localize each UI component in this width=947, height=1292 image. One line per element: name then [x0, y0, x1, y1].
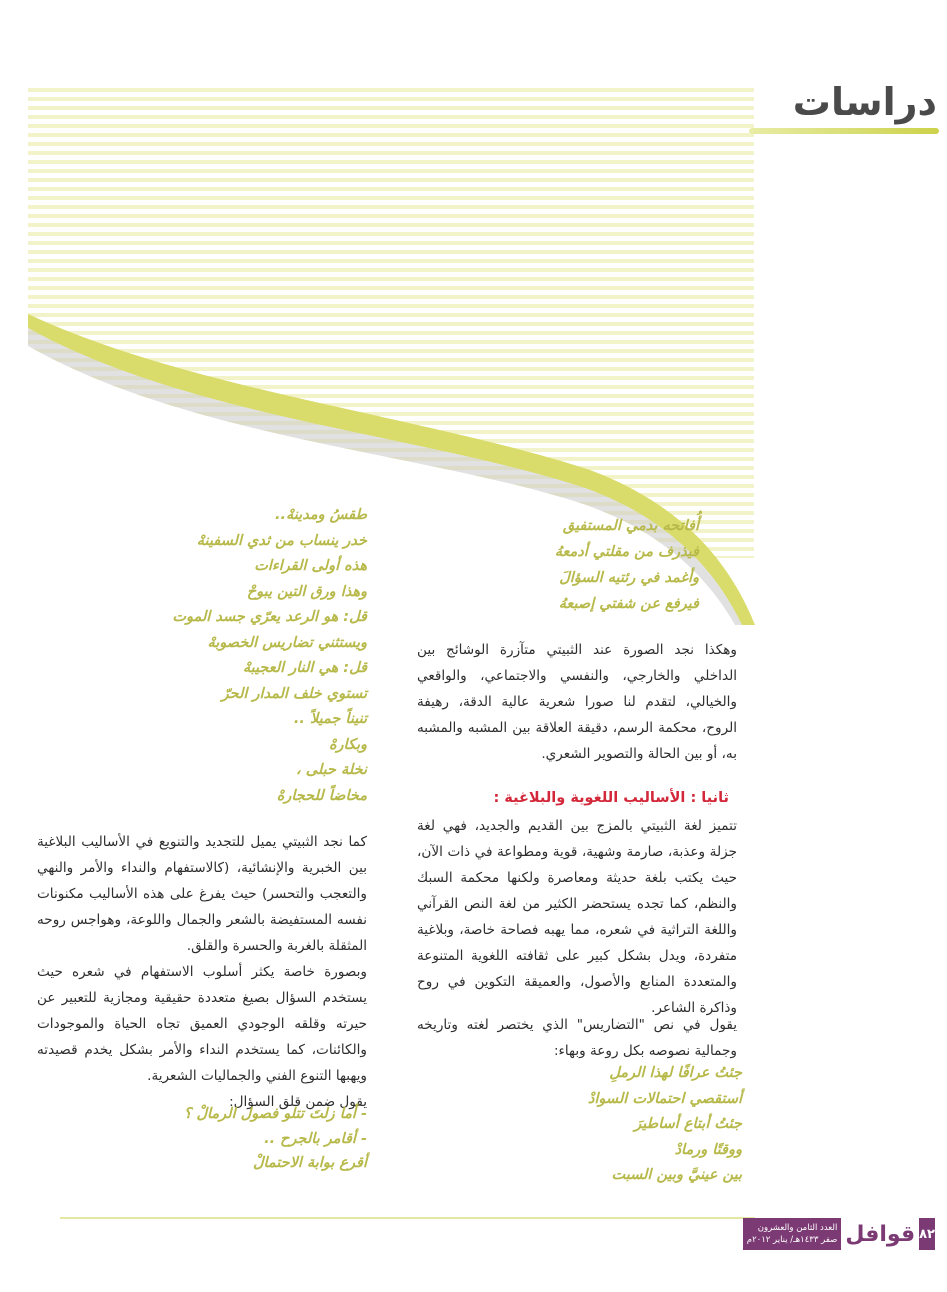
poem-line: - أقامر بالجرح .. — [264, 1130, 367, 1147]
article-column-right-quote-intro — [417, 1012, 737, 1064]
magazine-logo: قوافل — [845, 1221, 916, 1247]
body-paragraph: وبصورة خاصة يكثر أسلوب الاستفهام في شعره حيث يستخدم السؤال بصيغ متعددة حقيقية ومجازية للتعبير عن حيرته وقلقه الوجودي العميق تجاه الحياة والموجودات والكائنات، كما يستخدم النداء والأمر بشكل يخدم قصيدته ويهبها التنوع الفني والجماليات الشعرية. — [37, 964, 367, 1084]
poem-line: جئتُ عرافًا لهذا الرملِ — [609, 1065, 742, 1081]
poem-excerpt-a — [555, 513, 699, 617]
poem-line: تستوي خلف المدار الحرّ — [221, 685, 367, 702]
issue-date: صفر ١٤٣٣هـ/ يناير ٢٠١٢م — [746, 1235, 838, 1245]
poem-line: وأغمد في رئتيه السؤالَ — [559, 570, 699, 586]
body-paragraph: يقول ضمن قلق السؤال: — [229, 1094, 367, 1110]
footer-rule — [60, 1217, 755, 1219]
poem-line: أُفاتحه بدمي المستفيق — [562, 518, 699, 534]
body-paragraph: يقول في نص "التضاريس" الذي يختصر لغته وتاريخه وجمالية نصوصه بكل روعة وبهاء: — [417, 1017, 737, 1059]
poem-excerpt-b — [172, 503, 367, 809]
article-column-right-intro — [417, 637, 737, 767]
poem-excerpt-c — [588, 1061, 742, 1189]
body-paragraph: كما نجد الثبيتي يميل للتجديد والتنويع في الأساليب البلاغية بين الخبرية والإنشائية، (كالاستفهام والنداء والأمر والنهي والتعجب والتحسر) حيث يفرغ على هذه الأساليب مكنونات نفسه المستفيضة بالشعر والجمال واللوعة، وهواجس روحه المثقلة بالغربة والحسرة والقلق. — [37, 834, 367, 954]
section-title-underline — [749, 128, 939, 134]
poem-line: قل: هي النار العجيبهْ — [242, 660, 367, 676]
poem-line: مخاضاً للحجارهْ — [276, 787, 367, 804]
poem-line: نخلة حبلى ، — [296, 762, 367, 778]
article-column-right-body — [417, 813, 737, 1021]
poem-line: فيذرف من مقلتي أدمعهُ — [554, 544, 699, 560]
body-paragraph: وهكذا نجد الصورة عند الثبيتي متآزرة الوشائج بين الداخلي والخارجي، والنفسي والاجتماعي، والواقعي والخيالي، لتقدم لنا صورا شعرية عالية الدقة، رهيفة الروح، محكمة الرسم، دقيقة العلاقة بين المشبه والمشبه به، أو بين الحالة والتصوير الشعري. — [417, 642, 737, 762]
poem-line: بين عينيَّ وبين السبت — [611, 1167, 742, 1183]
poem-line: وبكارهْ — [328, 736, 367, 753]
issue-info — [743, 1218, 842, 1250]
page-number: ٨٢ — [919, 1218, 935, 1250]
poem-line: جئتُ أبتاع أساطيرَ — [634, 1116, 742, 1132]
poem-line: وهذا ورق التين يبوحْ — [246, 583, 367, 600]
subsection-heading: ثانيا : الأساليب اللغوية والبلاغية : — [493, 790, 729, 806]
poem-line: ووقتًا ورمادْ — [674, 1141, 742, 1158]
poem-line: خدر ينساب من ثدي السفينهْ — [196, 532, 367, 549]
section-title: دراسات — [792, 80, 937, 124]
article-column-left — [37, 829, 367, 1115]
poem-line: تنيناً جميلاً .. — [293, 711, 367, 727]
poem-line: - أما زلتَ تتلو فصول الرمالْ ؟ — [183, 1106, 367, 1122]
poem-line: ويستثني تضاريس الخصوبهْ — [207, 634, 367, 651]
poem-line: أقرع بوابة الاحتمالْ — [252, 1155, 367, 1171]
poem-line: قل: هو الرعد يعرّي جسد الموت — [172, 609, 367, 625]
poem-line: هذه أولى القراءات — [254, 558, 367, 574]
body-paragraph: تتميز لغة الثبيتي بالمزج بين القديم والجديد، فهي لغة جزلة وعذبة، صارمة وشهية، قوية ومطواعة في ذات الآن، حيث يكتب بلغة حديثة ومعاصرة ولكنها محكمة السبك والنظم، كما تجده يستحضر الكثير من لغة النص القرآني واللغة التراثية في شعره، مما يهبه فصاحة خاصة، وبلاغية متفردة، ويدل بشكل كبير على ثقافته اللغوية المتنوعة والمتعددة المنابع والأصول، والعميقة التكوين في روح وذاكرة الشاعر. — [417, 818, 737, 1016]
poem-excerpt-d — [184, 1102, 367, 1176]
poem-line: فيرفع عن شفتي إصبعهُ — [558, 596, 699, 612]
poem-line: طقسُ ومدينهْ.. — [275, 507, 367, 523]
issue-number: العدد الثامن والعشرون — [757, 1223, 838, 1233]
footer-badge — [746, 1218, 935, 1250]
poem-line: أستقصي احتمالات السوادْ — [587, 1090, 742, 1107]
